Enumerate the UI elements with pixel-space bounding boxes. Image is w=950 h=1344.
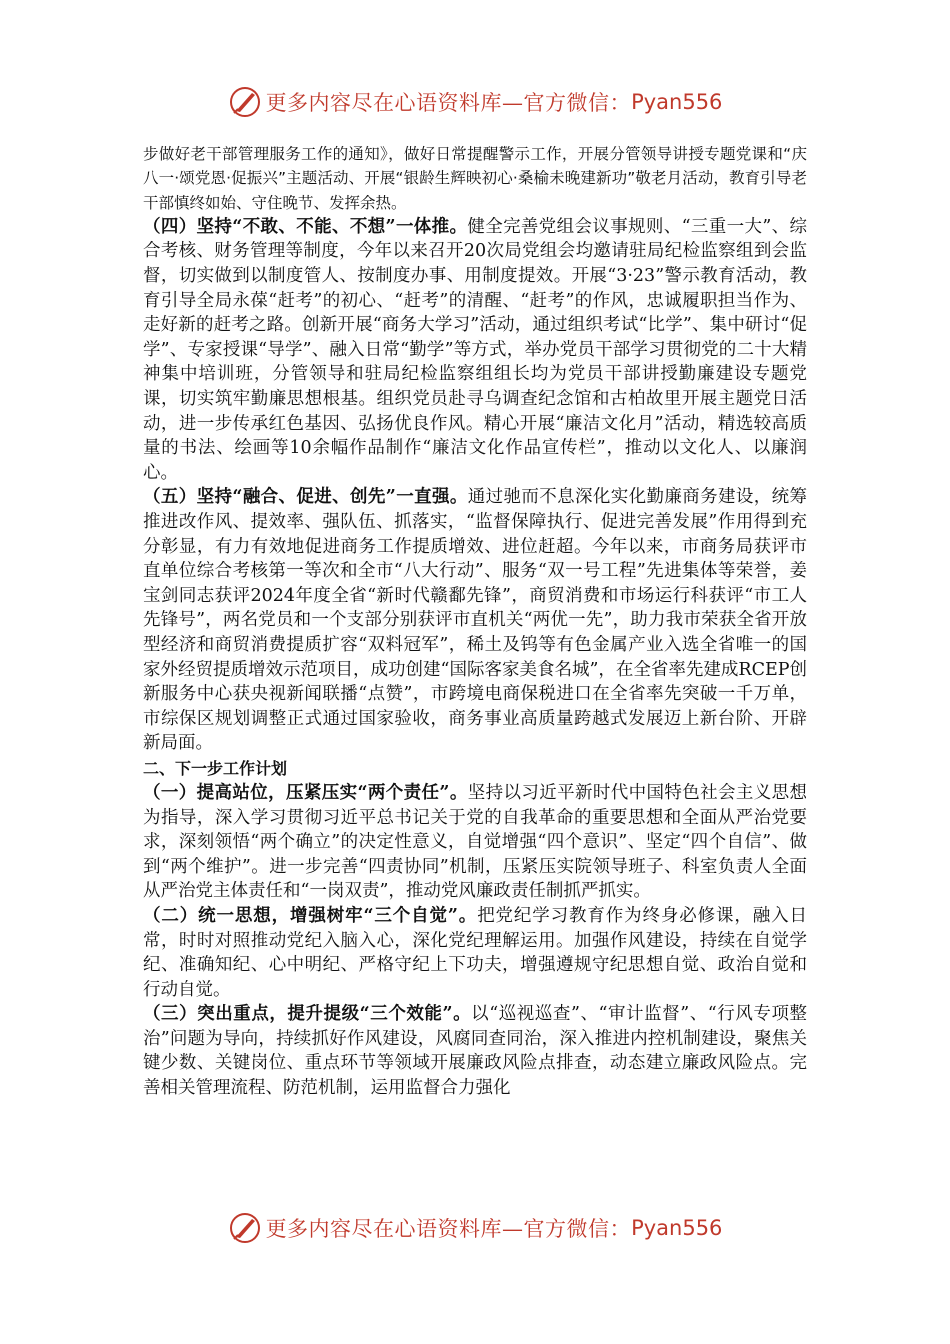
- paragraph-lead: （五）坚持“融合、促进、创先”一直强。: [143, 487, 468, 508]
- banner-text: 更多内容尽在心语资料库—官方微信：: [265, 91, 632, 115]
- section-heading: 二、下一步工作计划: [143, 758, 288, 778]
- paragraph-lead: （二）统一思想，增强树牢“三个自觉”。: [143, 905, 478, 926]
- quill-logo-icon: [228, 1211, 262, 1245]
- paragraph: [143, 215, 807, 486]
- paragraph-body: 以“巡视巡查”、“审计监督”、“行风专项整治”问题为导向，持续抓好作风建设，风腐同查同治，深入推进内控机制建设，聚焦关键少数、关键岗位、重点环节等领域开展廉政风险点排查，动态建立廉政风险点。完善相关管理流程、防范机制，运用监督合力强化: [143, 1004, 807, 1099]
- header-banner: [0, 82, 950, 122]
- paragraph-body: 健全完善党组会议事规则、“三重一大”、综合考核、财务管理等制度，今年以来召开20次局党组会均邀请驻局纪检监察组到会监督，切实做到以制度管人、按制度办事、用制度提效。开展“3·23”警示教育活动，教育引导全局永葆“赶考”的初心、“赶考”的清醒、“赶考”的作风，忠诚履职担当作为、走好新的赶考之路。创新开展“商务大学习”活动，通过组织考试“比学”、集中研讨“促学”、专家授课“导学”、融入日常“勤学”等方式，举办党员干部学习贯彻党的二十大精神集中培训班，分管领导和驻局纪检监察组组长均为党员干部讲授勤廉建设专题党课，切实筑牢勤廉思想根基。组织党员赴寻乌调查纪念馆和古柏故里开展主题党日活动，进一步传承红色基因、弘扬优良作风。精心开展“廉洁文化月”活动，精选较高质量的书法、绘画等10余幅作品制作“廉洁文化作品宣传栏”，推动以文化人、以廉润心。: [143, 216, 807, 483]
- paragraph: [143, 485, 807, 756]
- paragraph: [143, 142, 807, 215]
- paragraph-body: 把党纪学习教育作为终身必修课，融入日常，时时对照推动党纪入脑入心，深化党纪理解运用。加强作风建设，持续在自觉学纪、准确知纪、心中明纪、严格守纪上下功夫，增强遵规守纪思想自觉、政治自觉和行动自觉。: [143, 905, 807, 1000]
- banner-wechat-id: Pyan556: [631, 90, 723, 114]
- document-body: [143, 142, 807, 1101]
- paragraph-lead: （一）提高站位，压紧压实“两个责任”。: [143, 782, 468, 803]
- footer-banner: [0, 1208, 950, 1248]
- banner-wechat-id: Pyan556: [631, 1216, 723, 1240]
- paragraph: [143, 1002, 807, 1100]
- paragraph-lead: （三）突出重点，提升提级“三个效能”。: [143, 1004, 472, 1025]
- paragraph-lead: （四）坚持“不敢、不能、不想”一体推。: [143, 216, 468, 237]
- paragraph-body: 通过驰而不息深化实化勤廉商务建设，统筹推进改作风、提效率、强队伍、抓落实，“监督保障执行、促进完善发展”作用得到充分彰显，有力有效地促进商务工作提质增效、进位赶超。今年以来，市商务局获评市直单位综合考核第一等次和全市“八大行动”、服务“双一号工程”先进集体等荣誉，姜宝剑同志获评2024年度全省“新时代赣鄱先锋”，商贸消费和市场运行科获评“市工人先锋号”，两名党员和一个支部分别获评市直机关“两优一先”，助力我市荣获全省开放型经济和商贸消费提质扩容“双料冠军”，稀土及钨等有色金属产业入选全省唯一的国家外经贸提质增效示范项目，成功创建“国际客家美食名城”，在全省率先建成RCEP创新服务中心获央视新闻联播“点赞”，市跨境电商保税进口在全省率先突破一千万单，市综保区规划调整正式通过国家验收，商务事业高质量跨越式发展迈上新台阶、开辟新局面。: [143, 487, 808, 754]
- banner-text: 更多内容尽在心语资料库—官方微信：: [265, 1217, 632, 1241]
- paragraph-body: 步做好老干部管理服务工作的通知》，做好日常提醒警示工作，开展分管领导讲授专题党课和“庆八一·颂党恩·促振兴”主题活动、开展“银龄生辉映初心·桑榆未晚建新功”敬老月活动，教育引导老干部慎终如始、守住晚节、发挥余热。: [143, 145, 807, 212]
- paragraph: [143, 781, 807, 904]
- paragraph-body: 坚持以习近平新时代中国特色社会主义思想为指导，深入学习贯彻习近平总书记关于党的自我革命的重要思想和全面从严治党要求，深刻领悟“两个确立”的决定性意义，自觉增强“四个意识”、坚定“四个自信”、做到“两个维护”。进一步完善“四责协同”机制，压紧压实院领导班子、科室负责人全面从严治党主体责任和“一岗双责”，推动党风廉政责任制抓严抓实。: [143, 782, 807, 902]
- quill-logo-icon: [228, 85, 262, 119]
- paragraph: [143, 904, 807, 1002]
